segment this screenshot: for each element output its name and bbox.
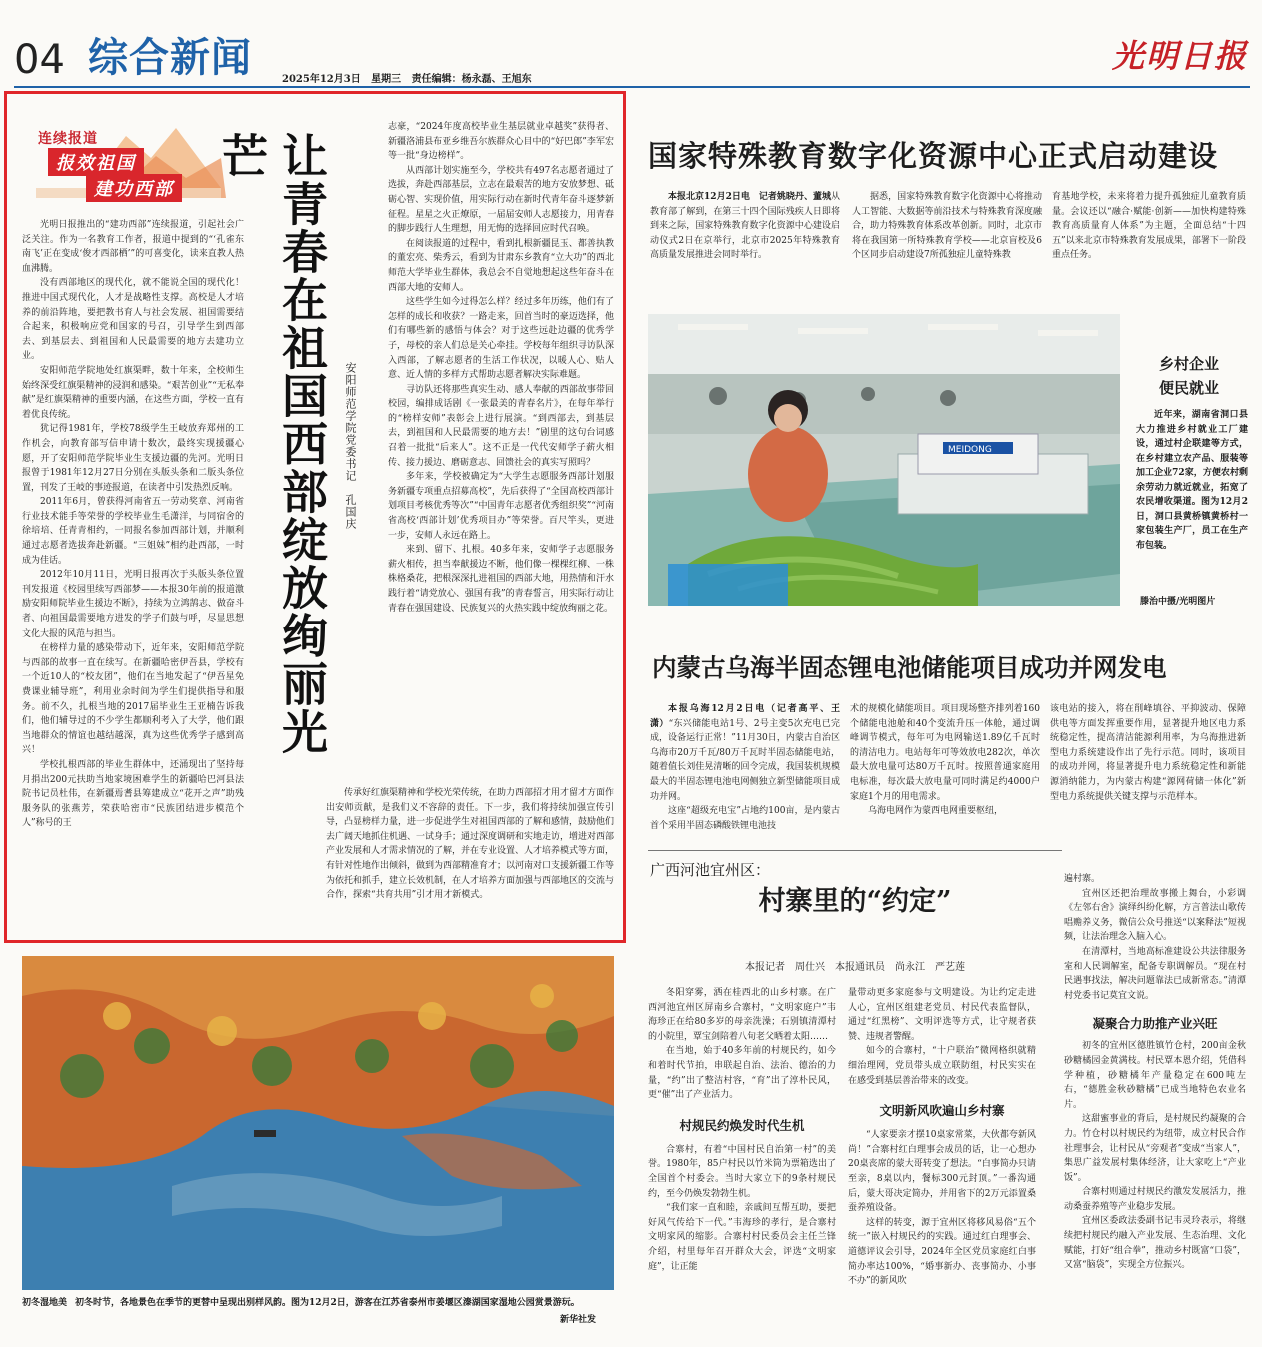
paragraph: 没有西部地区的现代化，就不能说全国的现代化！推进中国式现代化，人才是战略性支撑。高校是人才培养的前沿阵地，要把教书育人与社会发展、祖国需要结合起来，积极响应党和国家的号召，引导学生到西部去、到基层去、到祖国和人民最需要的地方去建功立业。 bbox=[22, 278, 244, 362]
paragraph: 从西部计划实施至今，学校共有497名志愿者通过了选拔，奔赴西部基层，立志在最艰苦的地方安放梦想、砥砺心智、实现价值，用实际行动在新时代青年奋斗逐梦新征程。星星之火正燎原，一届届安师人志愿接力，用青春的脚步践行人生理想，用无悔的选择回应时代召唤。 bbox=[388, 165, 614, 235]
paragraph: 安阳师范学院地处红旗渠畔，数十年来，全校师生始终深受红旗渠精神的浸润和感染。“艰苦创业”“无私奉献”是红旗渠精神的重要内涵，在这些方面，学校一直有着优良传统。 bbox=[22, 365, 244, 420]
paragraph: 学校扎根西部的毕业生群体中，还涌现出了坚持每月捐出200元扶助当地家境困难学生的新疆哈巴河县法院书记员杜伟，在新疆焉耆县筹建成立“花开之声”助残服务队的张燕芳，荣获哈密市“民族团结进步模范个人”称号的王 bbox=[22, 759, 244, 829]
subheading: 文明新风吹遍山乡村寨 bbox=[879, 1103, 1005, 1119]
wetland-illustration bbox=[22, 956, 614, 1290]
machine-label: MEIDONG bbox=[948, 445, 992, 455]
edu-col3 bbox=[1052, 190, 1246, 290]
paragraph: 本报乌海12月2日电（记者高平、王潇）“东兴储能电站1号、2号主变5次充电已完成，设备运行正常！”11月30日，内蒙古自治区乌海市20万千瓦/80万千瓦时半固态储能电站，随着值长刘佳晃清晰的回令完成，我国装机规模最大的半固态锂电池电网侧独立新型储能项目成功并网。 bbox=[650, 704, 840, 802]
paragraph: 宜州区委政法委副书记韦灵玲表示，将继续把村规民约融入产业发展、生态治理、文化赋能，打好“组合拳”，推动乡村既富“口袋”，又富“脑袋”，实现全方位振兴。 bbox=[1064, 1216, 1246, 1271]
paragraph: 这些学生如今过得怎么样？经过多年历练，他们有了怎样的成长和收获？一路走来，回首当时的豪迈选择，他们有哪些新的感悟与体会？对于这些远赴边疆的优秀学子，母校的亲人们总是关心牵挂。学校每年组织寻访队深入西部，了解志愿者的生活工作状况，以暖人心、贴人意、近人情的多样方式帮助志愿者解决实际难题。 bbox=[388, 297, 614, 381]
paragraph: 犹记得1981年，学校78级学生王岐放弃郑州的工作机会，向教育部写信申请十数次，最终实现援疆心愿，开了安阳师范学院毕业生支援边疆的先河。光明日报曾于1981年12月27日分别在头版头条和二版头条位置，刊发了王岐的事迹报道，在读者中引发热烈反响。 bbox=[22, 424, 244, 493]
photo1-title-line2: 便民就业 bbox=[1158, 379, 1219, 397]
paragraph: 这甜蜜事业的背后，是村规民约凝聚的合力。竹仓村以村规民约为纽带，成立村民合作社理事会，让村民从“旁观者”变成“当家人”，集思广益发展村集体经济，让大家吃上“产业饭”。 bbox=[1064, 1114, 1246, 1183]
edu-col1 bbox=[650, 190, 840, 290]
battery-col1 bbox=[650, 702, 840, 842]
paragraph: 该电站的接入，将在削峰填谷、平抑波动、保障供电等方面发挥重要作用，显著提升地区电力系统稳定性，提高清洁能源利用率，为乌海推进新型电力系统建设作出了先行示范。同时，该项目的成功并网，将显著提升电力系统稳定性和新能源消纳能力，为内蒙古构建“源网荷储一体化”新型电力系统提供关键支撑与示范样本。 bbox=[1050, 704, 1246, 802]
paragraph: 冬阳穿雾，洒在桂西北的山乡村寨。在广西河池宜州区屏南乡合寨村，“文明家庭户”韦海珍正在给80多岁的母亲洗澡；石别镇清潭村的小院里，覃宝剑陪着八旬老父晒着太阳…… bbox=[648, 988, 836, 1042]
paragraph: 合寨村，有着“中国村民自治第一村”的美誉。1980年，85户村民以竹米筒为票箱选出了全国首个村委会。当时大家立下的9条村规民约，至今仍焕发勃勃生机。 bbox=[648, 1144, 836, 1199]
battery-title: 内蒙古乌海半固态锂电池储能项目成功并网发电 bbox=[652, 653, 1167, 682]
caption-text: 近年来，湖南省洞口县大力推进乡村就业工厂建设，通过村企联建等方式，在乡村建立农产品、服装等加工企业72家，方便农村剩余劳动力就近就业，拓宽了农民增收渠道。图为12月2日，洞口县黄桥镇黄桥村一家包装生产厂，员工在生产布包装。 bbox=[1136, 410, 1248, 551]
paragraph: 乌海电网作为蒙西电网重要枢纽， bbox=[868, 806, 1004, 817]
paragraph: 初冬的宜州区德胜镇竹仓村，200亩金秋砂糖橘园金黄满枝。村民覃本恩介绍，凭借科学种植，砂糖橘年产量稳定在600吨左右，“德胜金秋砂糖橘”已成当地特色农业名片。 bbox=[1064, 1041, 1246, 1110]
badge-line2: 建功西部 bbox=[86, 174, 182, 202]
photo1-title-line1: 乡村企业 bbox=[1158, 355, 1219, 373]
village-title: 村寨里的“约定” bbox=[758, 886, 952, 917]
caption-title: 初冬湿地美 bbox=[22, 1298, 68, 1308]
feature-col-bottom bbox=[326, 786, 614, 932]
battery-col2 bbox=[850, 702, 1040, 842]
section-title: 综合新闻 bbox=[88, 34, 252, 81]
photo1-title bbox=[1132, 352, 1246, 400]
photo2-credit: 新华社发 bbox=[560, 1315, 597, 1325]
paragraph: 志豪，“2024年度高校毕业生基层就业卓越奖”获得者、新疆洛浦县布亚乡维吾尔族群众心目中的“好巴郎”李军宏等一批“身边榜样”。 bbox=[388, 122, 614, 162]
photo1-credit: 滕治中摄/光明图片 bbox=[1140, 597, 1216, 607]
photo2-caption bbox=[22, 1296, 614, 1310]
paragraph: 2012年10月11日，光明日报再次于头版头条位置刊发报道《校园里续写西部梦——本报30年前的报道激励安阳师院毕业生援边不断》，持续为立鸿鹄志、做奋斗者、向祖国最需要地方进发的学子们鼓与呼，尽显思想文化大报的风范与担当。 bbox=[22, 570, 244, 639]
paragraph: “人家要亲才摆10桌家常菜，大伙都夸新风尚！”合寨村红白理事会成员的话，让一心想办20桌丧席的蒙大哥转变了想法。“白事简办只请至亲，8桌以内，餐标300元封顶。”一番沟通后，蒙大哥决定简办，并用省下的2万元添置桑蚕养殖设备。 bbox=[848, 1130, 1036, 1214]
paragraph: 来到、留下、扎根。40多年来，安师学子志愿服务薪火相传，担当奉献援边不断，他们像一棵棵红柳、一株株格桑花，把根深深扎进祖国的西部大地，用热情和汗水践行着“请党放心、强国有我”的青春誓言，用实际行动让青春在强国建设、民族复兴的火热实践中绽放绚丽之花。 bbox=[388, 545, 614, 614]
paragraph: 在当地，始于40多年前的村规民约，如今和着时代节拍，串联起自治、法治、德治的力量，“约”出了整洁村容，“育”出了淳朴民风，更“催”出了产业活力。 bbox=[648, 1046, 836, 1101]
paragraph: 光明日报推出的“建功西部”连续报道，引起社会广泛关注。作为一名教育工作者，报道中提到的“‘孔雀东南飞’正在变成‘俊才西部栖’”的可喜变化，读来直教人热血沸腾。 bbox=[22, 220, 244, 274]
village-col1 bbox=[648, 986, 836, 1342]
village-byline: 本报记者 周仕兴 本报通讯员 尚永江 严艺莲 bbox=[745, 962, 965, 973]
subheading: 凝聚合力助推产业兴旺 bbox=[1092, 1016, 1218, 1032]
feature-byline: 安阳师范学院党委书记 孔国庆 bbox=[344, 362, 357, 530]
badge-line1: 报效祖国 bbox=[48, 148, 144, 176]
village-col2 bbox=[848, 986, 1036, 1342]
issue-info: 2025年12月3日 星期三 责任编辑：杨永磊、王旭东 bbox=[282, 74, 532, 85]
paragraph: 2011年6月，曾获得河南省五一劳动奖章、河南省行业技术能手等荣誉的学校毕业生毛潇洋，与同宿舍的徐培培、任青青相约，一同报名参加西部计划，并顺利通过志愿者选拔奔赴新疆。“三姐妹”相约赴西部，一时成为佳话。 bbox=[22, 497, 244, 566]
divider bbox=[648, 850, 1062, 851]
paragraph: 据悉，国家特殊教育数字化资源中心将推动人工智能、大数据等前沿技术与特殊教育深度融合，助力特殊教育体系改革创新。同时，北京市将在我国第一所特殊教育学校——北京盲校及6个区同步启动建设7所孤独症儿童特殊教 bbox=[852, 192, 1042, 261]
caption-text: 初冬时节，各地景色在季节的更替中呈现出别样风韵。图为12月2日，游客在江苏省泰州市姜堰区溱湖国家湿地公园赏景游玩。 bbox=[75, 1298, 580, 1308]
paragraph: 育基地学校，未来将着力提升孤独症儿童教育质量。会议还以“融合·赋能·创新——加快构建特殊教育高质量育人体系”为主题，全面总结“十四五”以来北京市特殊教育发展成果，部署下一阶段重点任务。 bbox=[1052, 192, 1246, 261]
wetland-photo bbox=[22, 956, 614, 1290]
paragraph: 本报北京12月2日电 记者姚晓丹、董城从教育部了解到，在第三十四个国际残疾人日即将到来之际，国家特殊教育数字化资源中心建设启动仪式2日在京举行，北京市2025年特殊教育高质量发展推进会同时举行。 bbox=[650, 192, 840, 261]
village-col3 bbox=[1064, 872, 1246, 1342]
page-number: 04 bbox=[14, 37, 65, 83]
edu-title: 国家特殊教育数字化资源中心正式启动建设 bbox=[648, 139, 1219, 173]
header-rule bbox=[14, 86, 1250, 88]
paragraph: 寻访队还将那些真实生动、感人奉献的西部故事带回校园，编排成话剧《一张最美的青春名片》，在每年举行的“榜样安师”表彰会上进行展演。“到西部去，到基层去，到祖国和人民最需要的地方去！”剧里的这句台词感召着一批批“后来人”。这不正是一代代安师学子薪火相传、接力援边、磨砺意志、回馈社会的真实写照吗？ bbox=[388, 384, 614, 468]
paragraph: 宜州区还把治理故事搬上舞台，小彩调《左邻右舍》演绎纠纷化解，方言普法山歌传唱赡养义务，微信公众号推送“以案释法”短视频，让法治理念入脑入心。 bbox=[1064, 888, 1246, 943]
paragraph: 这样的转变，源于宜州区将移风易俗“五个统一”嵌入村规民约的实践。通过红白理事会、道德评议会引导，2024年全区党员家庭红白事简办率达100%，“婚事新办、丧事简办、小事不办”的新风吹 bbox=[848, 1217, 1036, 1287]
paragraph: 传承好红旗渠精神和学校光荣传统，在助力西部招才用才留才方面作出安师贡献，是我们义不容辞的责任。下一步，我们将持续加强宣传引导，凸显榜样力量，进一步促进学生对祖国西部的了解和感情，鼓励他们去广阔天地抓住机遇、一试身手；通过深度调研和实地走访，增进对西部产业发展和人才需求情况的了解，并在专业设置、人才培养模式等方面，有针对性地作出倾斜，做到为西部精准育才；以河南对口支援新疆工作等为依托和抓手，建立长效机制，在人才培养方面加强与西部地区的交流与合作，探索“共育共用”引才用才新模式。 bbox=[326, 788, 614, 901]
subheading: 村规民约焕发时代生机 bbox=[679, 1117, 805, 1133]
paragraph: 术的规模化储能项目。项目现场整齐排列着160个储能电池舱和40个变流升压一体舱，通过调峰调节模式，每年可为电网输送1.89亿千瓦时的清洁电力。电站每年可等效放电282次，单次最大放电量可达80万千瓦时。按照普通家庭用电标准，每次最大放电量可同时满足约4000户家庭1个月的用电需求。 bbox=[850, 704, 1040, 802]
paragraph: 在阅读报道的过程中，看到扎根新疆昆玉、都善执教的董宏亮、柴秀云，看到为甘肃东乡教育“立大功”的西北师范大学毕业生群体，我总会不自觉地想起这些年奋斗在西部大地的安师人。 bbox=[388, 238, 614, 293]
factory-photo bbox=[648, 314, 1120, 606]
paragraph: 如今的合寨村，“十户联治”微网格织就精细治理网，党员带头成立联防组，村民实实在在感受到基层善治带来的改变。 bbox=[848, 1046, 1036, 1086]
photo1-caption bbox=[1136, 408, 1248, 588]
feature-headline: 让青春在祖国西部绽放绚丽光芒 bbox=[215, 132, 329, 756]
paragraph: “我们家一直和睦，亲戚间互帮互助，要把好风气传给下一代。”韦海珍的孝行，是合寨村文明家风的缩影。合寨村村民委员会主任兰锋介绍，村里每年召开群众大会，评选“文明家庭”，让正能 bbox=[648, 1203, 836, 1272]
battery-col3 bbox=[1050, 702, 1246, 842]
village-kicker: 广西河池宜州区： bbox=[650, 861, 771, 879]
feature-col2 bbox=[388, 120, 614, 778]
newspaper-logo: 光明日报 bbox=[1112, 37, 1249, 75]
feature-col1 bbox=[22, 218, 244, 926]
badge-top: 连续报道 bbox=[38, 131, 98, 147]
factory-illustration bbox=[648, 314, 1120, 606]
paragraph: 遍村寨。 bbox=[1064, 874, 1101, 884]
paragraph: 这座“超级充电宝”占地约100亩，是内蒙古首个采用半固态磷酸铁锂电池技 bbox=[650, 806, 840, 831]
paragraph: 合寨村则通过村规民约激发发展活力，推动桑蚕养殖等产业稳步发展。 bbox=[1064, 1187, 1246, 1212]
paragraph: 量带动更多家庭参与文明建设。为让约定走进人心，宜州区组建老党员、村民代表监督队，通过“红黑榜”、文明评选等方式，让守规者获赞、违规者警醒。 bbox=[848, 988, 1036, 1042]
series-badge bbox=[26, 118, 226, 214]
paragraph: 在榜样力量的感染带动下，近年来，安阳师范学院与西部的故事一直在续写。在新疆哈密伊吾县，学校有一个近10人的“校友团”，他们在当地发起了“伊吾星免费课业辅导班”，利用业余时间为学生们提供指导和服务。前不久，扎根当地的2017届毕业生王亚楠告诉我们，他们辅导过的不少学生都顺利考入了大学，他们跟当地群众的情谊也越结越深，真为这些优秀学子感到高兴！ bbox=[22, 643, 244, 756]
paragraph: 在清潭村，当地高标准建设公共法律服务室和人民调解室，配备专职调解员。“现在村民遇事找法，解决问题靠法已成新常态。”清潭村党委书记莫宜文说。 bbox=[1064, 946, 1246, 1001]
edu-col2 bbox=[852, 190, 1042, 290]
paragraph: 多年来，学校被确定为“大学生志愿服务西部计划服务新疆专项重点招募高校”，先后获得了“全国高校西部计划项目考核优秀等次”“中国青年志愿者优秀组织奖”“河南省高校‘西部计划’优秀项目办”等荣誉。百尺竿头，更进一步，安师人永远在路上。 bbox=[388, 472, 614, 541]
